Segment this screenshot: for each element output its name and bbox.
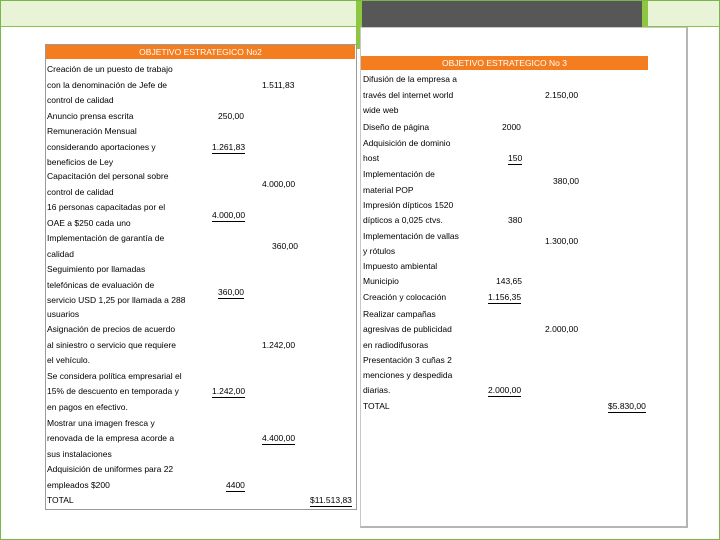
- left-line: Mostrar una imagen fresca y: [47, 418, 155, 428]
- right-line: host: [363, 153, 380, 163]
- right-line: Impuesto ambiental: [363, 261, 438, 271]
- objective-2-header: OBJETIVO ESTRATEGICO No2: [46, 45, 355, 59]
- right-line: Creación y colocación: [363, 292, 447, 302]
- right-line: agresivas de publicidad: [363, 324, 452, 334]
- left-line: Anuncio prensa escrita: [47, 111, 134, 121]
- right-line: dípticos a 0,025 ctvs.: [363, 215, 443, 225]
- left-line: renovada de la empresa acorde a: [47, 433, 175, 443]
- left-line: 16 personas capacitadas por el: [47, 202, 166, 212]
- right-line: Difusión de la empresa a: [363, 74, 458, 84]
- right-total-value: $5.830,00: [608, 401, 646, 411]
- right-line: Adquisición de dominio: [363, 138, 451, 148]
- right-line: menciones y despedida: [363, 370, 453, 380]
- left-line: con la denominación de Jefe de: [47, 80, 168, 90]
- left-value: 4.000,00: [262, 179, 296, 189]
- left-line: empleados $200: [47, 480, 110, 490]
- left-line: Capacitación del personal sobre: [47, 171, 169, 181]
- right-line: y rótulos: [363, 246, 396, 256]
- left-line: sus instalaciones: [47, 449, 112, 459]
- left-line: telefónicas de evaluación de: [47, 280, 155, 290]
- left-line: en pagos en efectivo.: [47, 402, 128, 412]
- right-line: material POP: [363, 185, 414, 195]
- right-value: 143,65: [496, 276, 522, 286]
- right-value: 2.000,00: [545, 324, 579, 334]
- right-value: 2.000,00: [488, 385, 522, 395]
- left-line: 15% de descuento en temporada y: [47, 386, 179, 396]
- left-line: Implementación de garantía de: [47, 233, 165, 243]
- left-line: Adquisición de uniformes para 22: [47, 464, 174, 474]
- right-total-label: TOTAL: [363, 401, 390, 411]
- right-line: en radiodifusoras: [363, 340, 429, 350]
- left-total-label: TOTAL: [47, 495, 74, 505]
- left-total-value: $11.513,83: [310, 495, 352, 505]
- left-value: 250,00: [218, 111, 244, 121]
- left-line: Asignación de precios de acuerdo: [47, 324, 176, 334]
- left-value: 4.400,00: [262, 433, 296, 443]
- left-line: Creación de un puesto de trabajo: [47, 64, 173, 74]
- left-value: 1.242,00: [262, 340, 296, 350]
- left-line: control de calidad: [47, 187, 114, 197]
- right-value: 380,00: [553, 176, 579, 186]
- left-value: 360,00: [218, 287, 244, 297]
- left-line: al siniestro o servicio que requiere: [47, 340, 176, 350]
- left-value: 1.511,83: [262, 80, 295, 90]
- left-line: Remuneración Mensual: [47, 126, 137, 136]
- right-line: Diseño de página: [363, 122, 430, 132]
- right-value: 2.150,00: [545, 90, 579, 100]
- right-value: 2000: [502, 122, 521, 132]
- right-line: Realizar campañas: [363, 309, 436, 319]
- right-line: Municipio: [363, 276, 399, 286]
- left-value: 1.261,83: [212, 142, 246, 152]
- left-line: beneficios de Ley: [47, 157, 114, 167]
- right-value: 150: [508, 153, 523, 163]
- right-line: diarias.: [363, 385, 391, 395]
- left-line: OAE a $250 cada uno: [47, 218, 131, 228]
- left-value: 4.000,00: [212, 210, 246, 220]
- right-line: Presentación 3 cuñas 2: [363, 355, 452, 365]
- objective-3-header: OBJETIVO ESTRATEGICO No 3: [361, 56, 648, 70]
- left-line: servicio USD 1,25 por llamada a 288: [47, 295, 186, 305]
- left-line: el vehículo.: [47, 355, 90, 365]
- right-line: través del internet world: [363, 90, 454, 100]
- right-panel-background: [360, 27, 688, 528]
- left-line: Se considera política empresarial el: [47, 371, 182, 381]
- left-line: Seguimiento por llamadas: [47, 264, 146, 274]
- left-line: calidad: [47, 249, 74, 259]
- right-line: Implementación de vallas: [363, 231, 459, 241]
- left-value: 360,00: [272, 241, 298, 251]
- right-line: Implementación de: [363, 169, 435, 179]
- left-line: usuarios: [47, 309, 80, 319]
- right-value: 380: [508, 215, 523, 225]
- left-line: considerando aportaciones y: [47, 142, 156, 152]
- right-value: 1.300,00: [545, 236, 579, 246]
- left-value: 4400: [226, 480, 245, 490]
- right-line: Impresión dípticos 1520: [363, 200, 454, 210]
- right-line: wide web: [363, 105, 399, 115]
- right-value: 1.156,35: [488, 292, 522, 302]
- left-value: 1.242,00: [212, 386, 246, 396]
- left-line: control de calidad: [47, 95, 114, 105]
